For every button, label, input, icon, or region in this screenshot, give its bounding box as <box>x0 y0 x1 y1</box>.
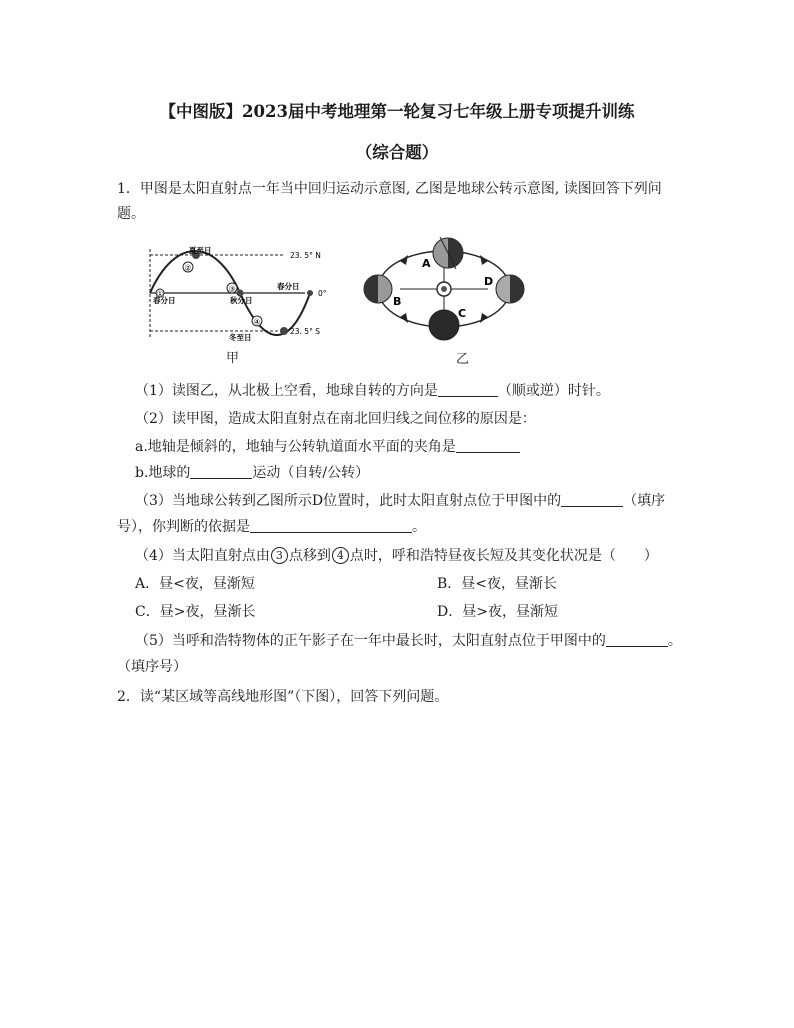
option-a[interactable]: A．昼<夜，昼渐短 <box>135 576 255 592</box>
option-c[interactable]: C．昼>夜，昼渐长 <box>135 604 256 620</box>
circled-3: 3 <box>271 547 288 564</box>
winter-label: 冬至日 <box>229 333 252 342</box>
circled-4: 4 <box>332 547 349 564</box>
q1-part2b <box>135 462 369 482</box>
q1-part4-text: （4）当太阳直射点由 <box>135 548 270 564</box>
q1-part3-blank-1[interactable] <box>561 492 623 507</box>
earth-b-icon <box>364 275 392 303</box>
q2-number: 2． <box>117 689 140 705</box>
point-1-label: ① <box>156 290 164 298</box>
q1-part2b-text-end: 运动（自转/公转） <box>252 465 370 481</box>
q1-part3-text-2: （填序 <box>623 493 666 509</box>
q1-part1-text-end: （顺或逆）时针。 <box>497 383 610 399</box>
q1-part5-blank[interactable] <box>606 632 668 647</box>
q1-part2a <box>135 436 520 456</box>
q1-part2a-blank[interactable] <box>456 438 520 453</box>
q1-part2: （2）读甲图，造成太阳直射点在南北回归线之间位移的原因是： <box>135 411 536 427</box>
q1-stem-line1 <box>117 178 662 198</box>
earth-c-icon <box>429 310 459 340</box>
q1-part2a-text: a.地轴是倾斜的，地轴与公转轨道面水平面的夹角是 <box>135 439 456 455</box>
q1-part4-text-2: 点移到 <box>288 548 331 564</box>
figure-jia-caption: 甲 <box>226 351 240 366</box>
q1-part5-text-end: 。 <box>667 633 682 649</box>
label-d: D <box>484 275 494 288</box>
point-3-label: ③ <box>228 284 236 294</box>
q1-part3-text-3: 号），你判断的依据是 <box>117 519 250 535</box>
q1-part3-line2 <box>117 516 426 536</box>
lat-s-label: 23. 5° S <box>290 327 320 336</box>
earth-d-icon <box>496 275 524 303</box>
q1-part4-text-3: 点时，呼和浩特昼夜长短及其变化状况是（ ） <box>349 548 658 564</box>
q1-part3-blank-2[interactable] <box>250 518 412 533</box>
q1-part4 <box>135 545 658 565</box>
q2-stem <box>117 686 448 706</box>
q1-part1 <box>135 380 610 400</box>
figure-yi-caption: 乙 <box>456 352 470 367</box>
spring-right-marker <box>307 290 313 296</box>
summer-label: 夏至日 <box>189 246 212 255</box>
q1-part3-text-4: 。 <box>412 519 426 535</box>
q1-part5-note: （填序号） <box>117 659 187 675</box>
q1-part5 <box>135 630 682 650</box>
q1-stem-text: 甲图是太阳直射点一年当中回归运动示意图, 乙图是地球公转示意图, 读图回答下列问 <box>139 181 662 197</box>
point-4-label: ④ <box>253 317 261 327</box>
option-d[interactable]: D．昼>夜，昼渐短 <box>437 604 558 620</box>
q1-part2b-text: b.地球的 <box>135 465 191 481</box>
option-b[interactable]: B．昼<夜，昼渐长 <box>437 576 558 592</box>
document-subtitle: （综合题） <box>355 143 439 162</box>
q1-part5-text: （5）当呼和浩特物体的正午影子在一年中最长时，太阳直射点位于甲图中的 <box>135 633 606 649</box>
q1-part3-line1 <box>135 490 665 510</box>
equinox-left-label: 春分日 <box>153 296 176 305</box>
q1-part2b-blank[interactable] <box>190 464 252 479</box>
lat-n-label: 23. 5° N <box>290 251 321 260</box>
label-a: A <box>422 257 431 270</box>
equinox-right-label: 春分日 <box>277 282 300 291</box>
q1-part1-blank[interactable] <box>438 382 498 397</box>
q1-part3-text: （3）当地球公转到乙图所示D位置时，此时太阳直射点位于甲图中的 <box>135 493 562 509</box>
figure-yi-revolution <box>360 233 530 345</box>
sun-core <box>441 286 447 292</box>
earth-a-icon <box>433 237 463 269</box>
q1-part1-text: （1）读图乙，从北极上空看，地球自转的方向是 <box>135 383 438 399</box>
q1-stem-line2: 题。 <box>117 206 145 222</box>
q1-number: 1． <box>117 181 140 197</box>
winter-marker <box>280 327 288 335</box>
equinox-mid-label: 秋分日 <box>230 296 253 305</box>
lat-0-label: 0° <box>318 289 327 298</box>
document-title: 【中图版】2023届中考地理第一轮复习七年级上册专项提升训练 <box>159 102 635 121</box>
point-2-label: ② <box>184 263 192 273</box>
figure-jia-sun-migration <box>145 243 340 343</box>
label-c: C <box>458 307 467 320</box>
q2-text: 读“某区域等高线地形图”（下图），回答下列问题。 <box>139 689 449 705</box>
label-b: B <box>393 295 402 308</box>
